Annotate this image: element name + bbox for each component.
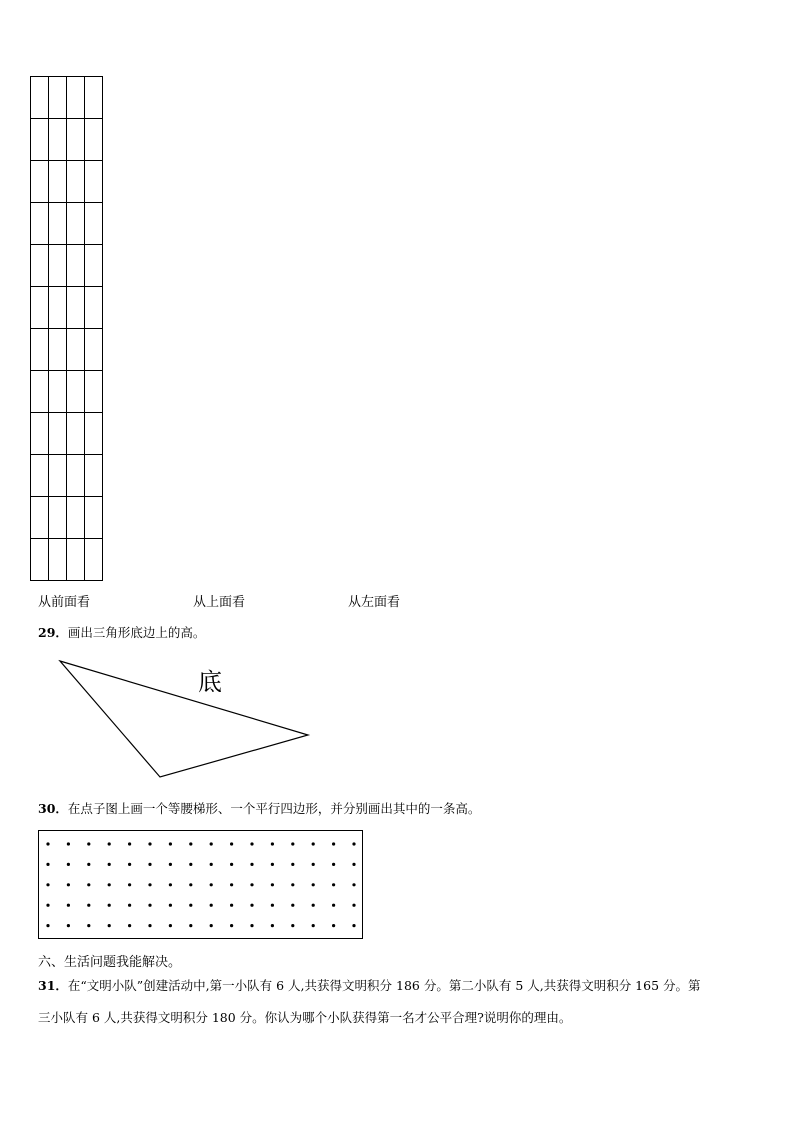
question-31-line-1 [38, 976, 701, 994]
grid-row [31, 245, 103, 287]
grid-dot [312, 842, 315, 845]
grid-dot [87, 904, 90, 907]
grid-dot [352, 883, 355, 886]
grid-cell [31, 245, 49, 287]
grid-cell [85, 497, 103, 539]
grid-dot [210, 842, 213, 845]
grid-dot [148, 924, 151, 927]
grid-dot [291, 883, 294, 886]
grid-row [31, 539, 103, 581]
grid-dot [128, 842, 131, 845]
grid-dot [230, 842, 233, 845]
grid-dot [210, 883, 213, 886]
grid-cell [67, 245, 85, 287]
grid-dot [169, 842, 172, 845]
grid-cell [67, 413, 85, 455]
dot-grid [39, 831, 362, 938]
grid-cell [67, 539, 85, 581]
question-29 [38, 623, 205, 641]
grid-cell [85, 77, 103, 119]
grid-dot [128, 924, 131, 927]
grid-dot [332, 904, 335, 907]
grid-cell [49, 77, 67, 119]
grid-dot [67, 863, 70, 866]
grid-dot [46, 863, 49, 866]
grid-dot [169, 904, 172, 907]
grid-dot [46, 883, 49, 886]
grid-row [31, 119, 103, 161]
grid-row [31, 77, 103, 119]
grid-dot [312, 883, 315, 886]
grid-dot [250, 904, 253, 907]
section-6-title: 六、生活问题我能解决。 [38, 955, 182, 970]
grid-dot [169, 924, 172, 927]
grid-dot [312, 924, 315, 927]
grid-cell [49, 497, 67, 539]
grid-dot [189, 842, 192, 845]
grid-dot [108, 904, 111, 907]
drawing-grid [30, 76, 103, 581]
view-label-left: 从左面看 [348, 595, 401, 610]
grid-dot [169, 883, 172, 886]
grid-dot [230, 904, 233, 907]
grid-cell [31, 539, 49, 581]
grid-dot [87, 924, 90, 927]
grid-dot [312, 863, 315, 866]
grid-dot [148, 904, 151, 907]
grid-cell [67, 119, 85, 161]
grid-dot [108, 842, 111, 845]
grid-dot [230, 863, 233, 866]
grid-dot [148, 842, 151, 845]
grid-cell [31, 161, 49, 203]
grid-cell [31, 119, 49, 161]
grid-cell [67, 161, 85, 203]
grid-dot [250, 863, 253, 866]
grid-dot [230, 883, 233, 886]
grid-cell [49, 119, 67, 161]
grid-cell [31, 371, 49, 413]
grid-dot [189, 863, 192, 866]
grid-dot [291, 842, 294, 845]
grid-cell [85, 371, 103, 413]
question-30-text: 在点子图上画一个等腰梯形、一个平行四边形，并分别画出其中的一条高。 [67, 801, 481, 816]
grid-dot [87, 883, 90, 886]
grid-dot [332, 924, 335, 927]
grid-cell [85, 329, 103, 371]
question-30-number: 30． [38, 801, 68, 816]
grid-dot [148, 883, 151, 886]
grid-dot [250, 924, 253, 927]
grid-cell [67, 455, 85, 497]
grid-dot [230, 924, 233, 927]
grid-dot [189, 924, 192, 927]
grid-row [31, 497, 103, 539]
grid-dot [169, 863, 172, 866]
grid-dot [128, 863, 131, 866]
grid-dot [271, 904, 274, 907]
grid-cell [49, 413, 67, 455]
grid-dot [46, 842, 49, 845]
question-30 [38, 799, 480, 817]
grid-dot [128, 904, 131, 907]
view-label-top: 从上面看 [193, 595, 246, 610]
question-31-number: 31． [38, 978, 68, 993]
grid-cell [49, 455, 67, 497]
grid-dot [291, 863, 294, 866]
grid-row [31, 371, 103, 413]
triangle [60, 661, 308, 777]
grid-dot [250, 883, 253, 886]
grid-dot [148, 863, 151, 866]
grid-cell [31, 203, 49, 245]
grid-cell [67, 497, 85, 539]
grid-cell [67, 287, 85, 329]
grid-dot [352, 863, 355, 866]
grid-cell [49, 539, 67, 581]
grid-cell [31, 413, 49, 455]
grid-cell [85, 203, 103, 245]
triangle-base-label: 底 [198, 668, 222, 696]
grid-dot [128, 883, 131, 886]
grid-dot [352, 924, 355, 927]
grid-cell [49, 245, 67, 287]
grid-dot [67, 904, 70, 907]
question-29-number: 29． [38, 625, 68, 640]
grid-dot [210, 904, 213, 907]
grid-dot [87, 863, 90, 866]
grid-cell [49, 329, 67, 371]
grid-dot [108, 863, 111, 866]
grid-dot [108, 924, 111, 927]
grid-cell [85, 119, 103, 161]
grid-dot [250, 842, 253, 845]
dot-grid-box [38, 830, 363, 939]
grid-row [31, 287, 103, 329]
grid-cell [31, 497, 49, 539]
grid-cell [85, 455, 103, 497]
grid-cell [31, 77, 49, 119]
grid-row [31, 161, 103, 203]
grid-dot [352, 904, 355, 907]
grid-dot [291, 904, 294, 907]
grid-dot [189, 883, 192, 886]
grid-cell [31, 455, 49, 497]
grid-dot [67, 883, 70, 886]
grid-cell [49, 203, 67, 245]
grid-cell [49, 287, 67, 329]
grid-row [31, 413, 103, 455]
grid-row [31, 455, 103, 497]
grid-dot [210, 863, 213, 866]
grid-cell [85, 245, 103, 287]
view-label-front: 从前面看 [38, 595, 91, 610]
grid-row [31, 203, 103, 245]
grid-cell [85, 161, 103, 203]
grid-dot [332, 842, 335, 845]
grid-dot [271, 863, 274, 866]
grid-cell [67, 77, 85, 119]
grid-cell [85, 539, 103, 581]
grid-cell [49, 161, 67, 203]
grid-row [31, 329, 103, 371]
grid-cell [49, 371, 67, 413]
grid-dot [210, 924, 213, 927]
grid-dot [332, 883, 335, 886]
grid-dot [189, 904, 192, 907]
grid-dot [271, 924, 274, 927]
grid-cell [67, 203, 85, 245]
grid-dot [46, 904, 49, 907]
grid-dot [67, 842, 70, 845]
grid-dot [332, 863, 335, 866]
grid-cell [67, 371, 85, 413]
grid-dot [46, 924, 49, 927]
grid-dot [271, 842, 274, 845]
grid-cell [31, 329, 49, 371]
grid-cell [85, 287, 103, 329]
grid-cell [67, 329, 85, 371]
grid-dot [67, 924, 70, 927]
grid-dot [271, 883, 274, 886]
grid-dot [352, 842, 355, 845]
triangle-figure [0, 640, 340, 790]
grid-dot [108, 883, 111, 886]
question-29-text: 画出三角形底边上的高。 [67, 625, 206, 640]
grid-cell [31, 287, 49, 329]
grid-dot [312, 904, 315, 907]
question-31-text-1: 在“文明小队”创建活动中,第一小队有 6 人,共获得文明积分 186 分。第二小队有 5 人,共获得文明积分 165 分。第 [67, 978, 701, 993]
grid-dot [291, 924, 294, 927]
question-31-line-2: 三小队有 6 人,共获得文明积分 180 分。你认为哪个小队获得第一名才公平合理?说明你的理由。 [38, 1010, 572, 1025]
grid-dot [87, 842, 90, 845]
grid-cell [85, 413, 103, 455]
